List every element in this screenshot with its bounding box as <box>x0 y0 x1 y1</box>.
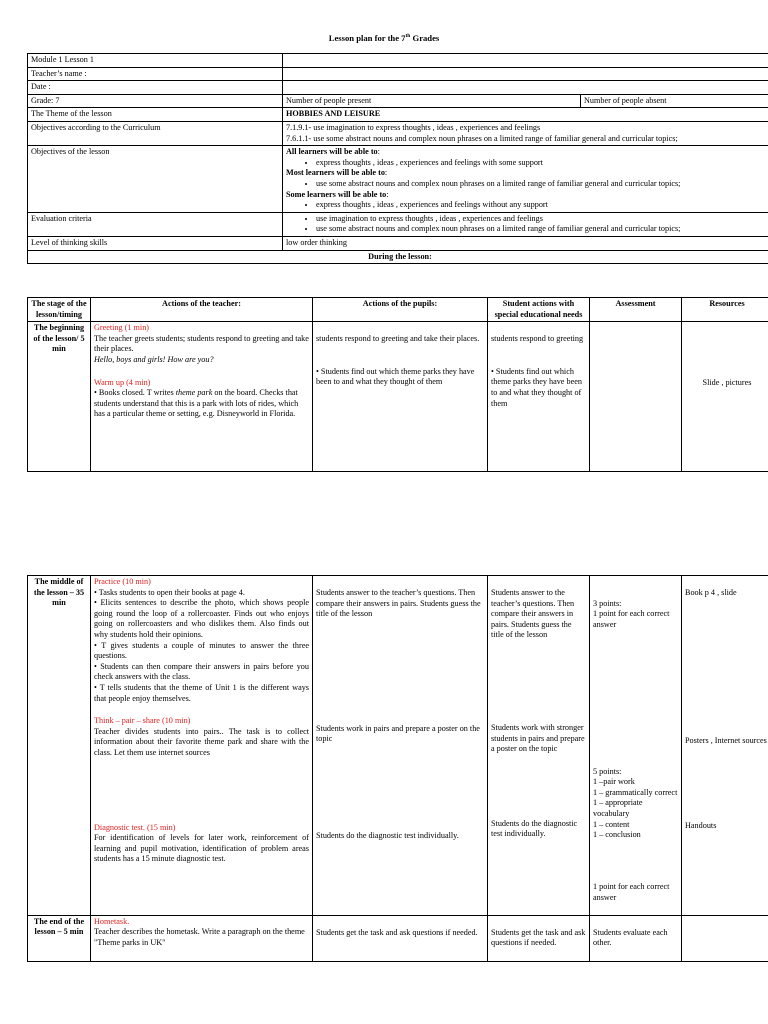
table-row <box>28 67 768 81</box>
teacher-actions-middle: Practice (10 min) • Tasks students to open their books at page 4. • Elicits sentences to describe the photo, which shows people going round the loop of a rollercoaster. Finds out who enjoys going on rollercoasters and who dislikes them. Also finds out why students hold their opinions. • T gives students a couple of minutes to answer the three questions. • Students can then compare their answers in pairs before you check answers with the class. • T tells students that the theme of Unit 1 is the different ways that people enjoy themselves. Think – pair – share (10 min) Teacher divides students into pairs.. The task is to collect information about their favorite theme park and share with the class. Let them use internet sources Diagnostic test. (15 min) For identification of levels for later work, reinforcement of learning and pupil motivation, identification of problem areas students has a 15 minute diagnostic test. <box>91 576 313 916</box>
sen-actions-middle: Students answer to the teacher’s questions. Then compare their answers in pairs. Students guess the title of the lesson Students work with stronger students in pairs and prepare a poster on the topic Students do the diagnostic test individually. <box>488 576 590 916</box>
evaluation-label: Evaluation criteria <box>28 212 283 236</box>
pupil-actions-middle: Students answer to the teacher’s questions. Then compare their answers in pairs. Students guess the title of the lesson Students work in pairs and prepare a poster on the topic Students do the diagnostic test individually. <box>313 576 488 916</box>
grade-cell: Grade: 7 <box>28 94 283 108</box>
col-assessment: Assessment <box>590 298 682 322</box>
thinking-value: low order thinking <box>283 236 768 250</box>
table-row <box>28 298 768 322</box>
resources-middle: Book p 4 , slide Posters , Internet sources Handouts <box>682 576 768 916</box>
curriculum-objectives: 7.1.9.1- use imagination to express thoughts , ideas , experiences and feelings 7.6.1.1- use some abstract nouns and complex noun phrases on a limited range of familiar general and curricular topics; <box>283 121 768 145</box>
page-title: Lesson plan for the 7th Grades <box>328 32 440 43</box>
teacher-cell: Teacher’s name : <box>28 67 283 81</box>
lesson-header-table <box>27 53 768 264</box>
table-row <box>28 250 768 264</box>
assessment-end: Students evaluate each other. <box>590 915 682 961</box>
resources-beginning: Slide , pictures <box>682 322 768 472</box>
table-row <box>28 81 768 95</box>
stage-middle: The middle of the lesson – 35 min <box>28 576 91 916</box>
objectives-label: Objectives of the lesson <box>28 146 283 213</box>
table-row <box>28 576 768 916</box>
evaluation-criteria: • use imagination to express thoughts , ideas , experiences and feelings • use some abstract nouns and complex noun phrases on a limited range of familiar general and curricular topics; <box>283 212 768 236</box>
teacher-actions-end: Hometask. Teacher describes the hometask. Write a paragraph on the theme "Theme parks in UK" <box>91 915 313 961</box>
thinking-label: Level of thinking skills <box>28 236 283 250</box>
col-sen: Student actions with special educational needs <box>488 298 590 322</box>
stage-beginning: The beginning of the lesson/ 5 min <box>28 322 91 472</box>
sen-actions-end: Students get the task and ask questions if needed. <box>488 915 590 961</box>
table-row <box>28 108 768 122</box>
table-row <box>28 322 768 472</box>
assessment-beginning <box>590 322 682 472</box>
pupil-actions-end: Students get the task and ask questions if needed. <box>313 915 488 961</box>
curriculum-label: Objectives according to the Curriculum <box>28 121 283 145</box>
table-row <box>28 54 768 68</box>
during-lesson-heading: During the lesson: <box>28 250 768 264</box>
teacher-actions-beginning: Greeting (1 min) The teacher greets students; students respond to greeting and take their places. Hello, boys and girls! How are you? Warm up (4 min) • Books closed. T writes theme park on the board. Checks that students understand that this is a park with lots of rides, which has a particular theme or setting, e.g. Disneyworld in Florida. <box>91 322 313 472</box>
table-row <box>28 915 768 961</box>
assessment-middle: 3 points: 1 point for each correct answer 5 points: 1 –pair work 1 – grammatically correct 1 – appropriate vocabulary 1 – content 1 – conclusion 1 point for each correct answer <box>590 576 682 916</box>
table-row <box>28 146 768 213</box>
resources-end <box>682 915 768 961</box>
col-resources: Resources <box>682 298 768 322</box>
lesson-stages-table <box>27 297 768 472</box>
date-cell: Date : <box>28 81 283 95</box>
col-stage: The stage of the lesson/timing <box>28 298 91 322</box>
theme-value: HOBBIES AND LEISURE <box>283 108 768 122</box>
stage-end: The end of the lesson – 5 min <box>28 915 91 961</box>
table-row <box>28 212 768 236</box>
col-teacher: Actions of the teacher: <box>91 298 313 322</box>
present-cell: Number of people present <box>283 94 581 108</box>
col-pupils: Actions of the pupils: <box>313 298 488 322</box>
table-row <box>28 94 768 108</box>
absent-cell: Number of people absent <box>581 94 768 108</box>
module-cell: Module 1 Lesson 1 <box>28 54 283 68</box>
table-row <box>28 121 768 145</box>
lesson-objectives: All learners will be able to: • express thoughts , ideas , experiences and feelings with some support Most learners will be able to: • use some abstract nouns and complex noun phrases on a limited range of familiar general and curricular topics; Some learners will be able to: • express thoughts , ideas , experiences and feelings without any support <box>283 146 768 213</box>
lesson-stages-table-continued <box>27 575 768 962</box>
pupil-actions-beginning: students respond to greeting and take their places. • Students find out which theme parks they have been to and what they thought of them <box>313 322 488 472</box>
theme-label: The Theme of the lesson <box>28 108 283 122</box>
sen-actions-beginning: students respond to greeting • Students find out which theme parks they have been to and what they thought of them <box>488 322 590 472</box>
table-row <box>28 236 768 250</box>
